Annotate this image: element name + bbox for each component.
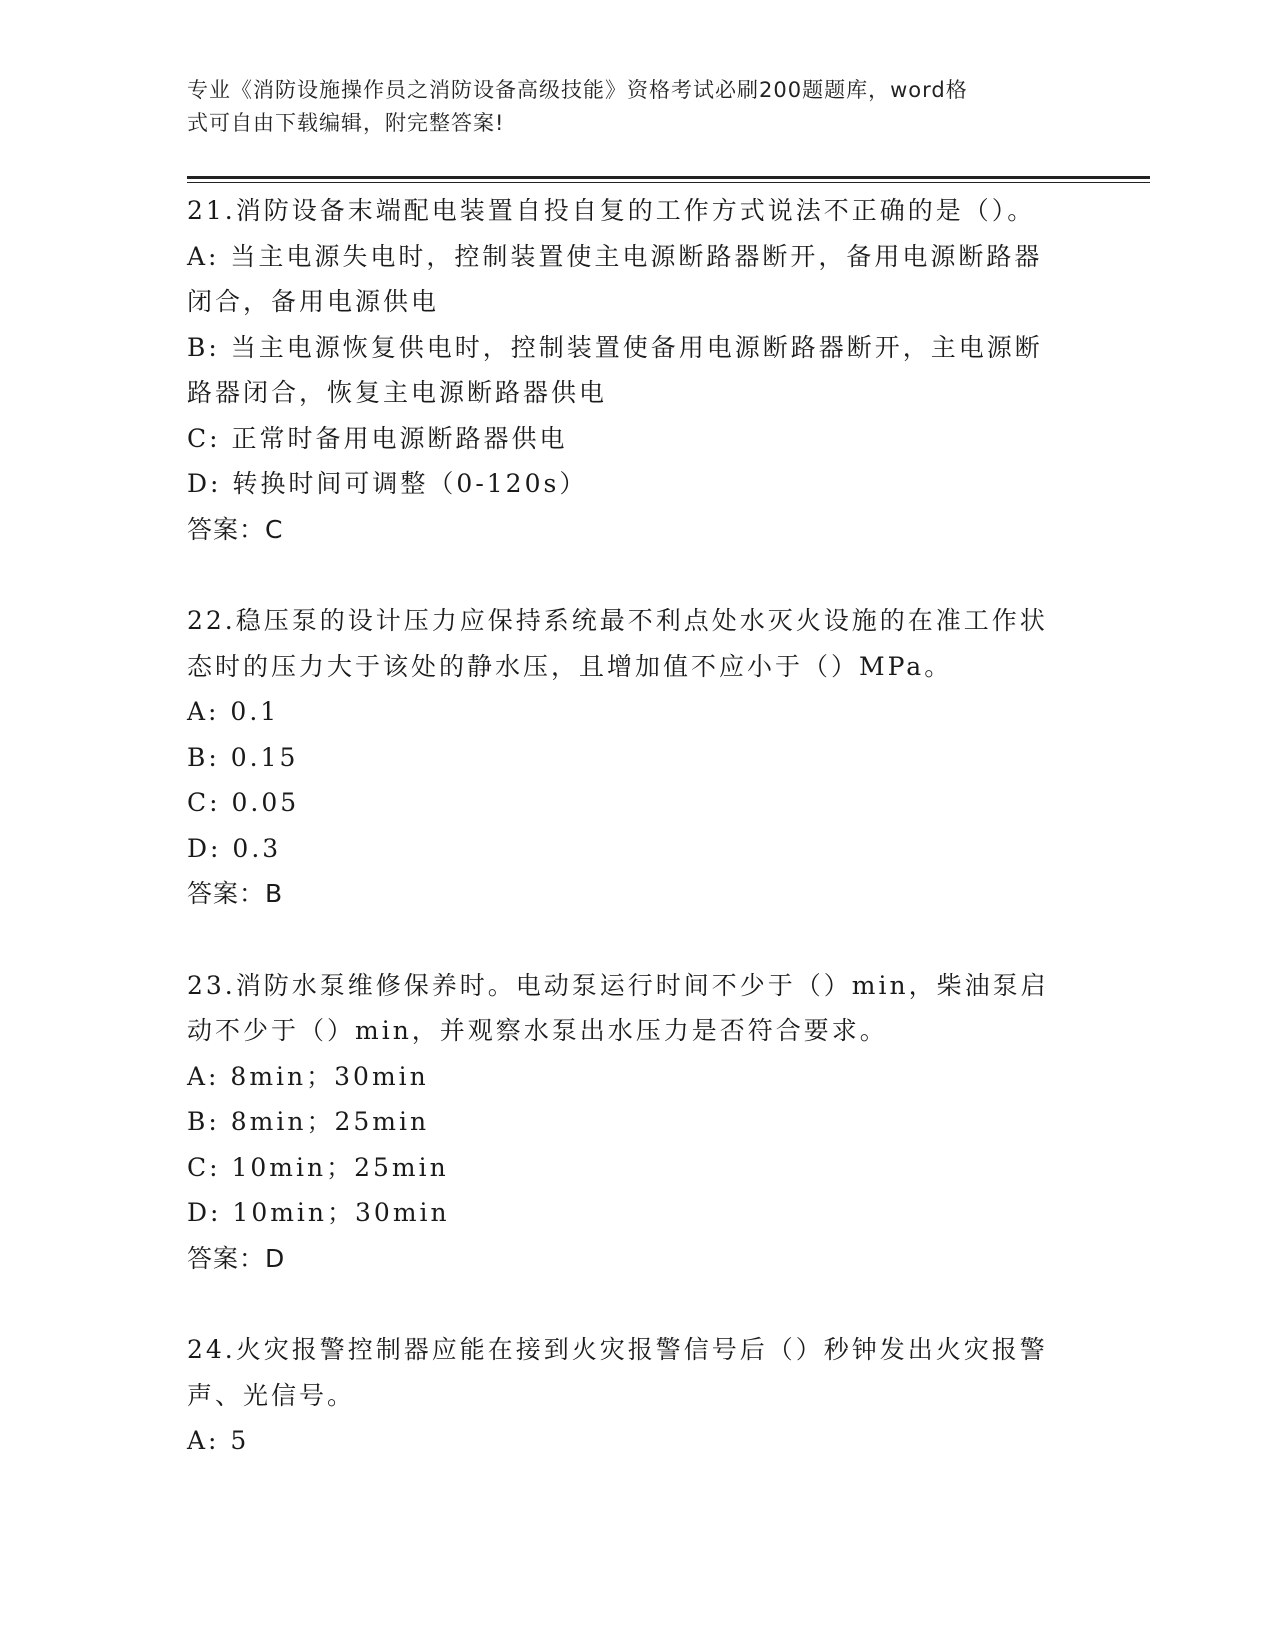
question-21: [187, 188, 1087, 552]
option-line: D: 转换时间可调整（0-120s）: [187, 469, 588, 498]
option-line: B: 8min；25min: [187, 1107, 430, 1136]
header-divider-thin: [187, 182, 1150, 183]
header-line-1: 专业《消防设施操作员之消防设备高级技能》资格考试必刷200题题库，word格: [187, 78, 968, 102]
option-line: 闭合，备用电源供电: [187, 287, 440, 316]
option-line: D: 0.3: [187, 833, 282, 863]
question-text: 22.稳压泵的设计压力应保持系统最不利点处水灭火设施的在准工作状: [187, 606, 1048, 635]
option-line: A: 8min；30min: [187, 1061, 429, 1091]
option-line: A: 当主电源失电时，控制装置使主电源断路器断开，备用电源断路器: [187, 241, 1043, 271]
option-line: B: 0.15: [187, 742, 299, 772]
question-22: [187, 598, 1087, 917]
question-text: 21.消防设备末端配电装置自投自复的工作方式说法不正确的是（）。: [187, 196, 1036, 225]
option-line: A: 5: [187, 1426, 250, 1455]
question-24: [187, 1327, 1087, 1464]
option-line: C: 0.05: [187, 788, 300, 817]
question-text: 态时的压力大于该处的静水压，且增加值不应小于（）MPa。: [187, 651, 953, 681]
option-line: C: 10min；25min: [187, 1152, 449, 1182]
question-text: 动不少于（）min，并观察水泵出水压力是否符合要求。: [187, 1016, 888, 1045]
question-text: 23.消防水泵维修保养时。电动泵运行时间不少于（）min，柴油泵启: [187, 970, 1049, 1000]
question-text: 声、光信号。: [187, 1380, 356, 1410]
header-line-2: 式可自由下载编辑，附完整答案!: [187, 111, 505, 135]
question-list: [187, 188, 1087, 1464]
option-line: C: 正常时备用电源断路器供电: [187, 423, 568, 453]
document-header: [187, 74, 1067, 140]
option-line: B: 当主电源恢复供电时，控制装置使备用电源断路器断开，主电源断: [187, 332, 1043, 362]
answer-label: 答案：D: [187, 1243, 286, 1273]
header-divider-thick: [187, 176, 1150, 179]
answer-label: 答案：C: [187, 514, 284, 544]
option-line: A: 0.1: [187, 697, 280, 726]
question-23: [187, 963, 1087, 1282]
question-text: 24.火灾报警控制器应能在接到火灾报警信号后（）秒钟发出火灾报警: [187, 1335, 1048, 1364]
option-line: 路器闭合，恢复主电源断路器供电: [187, 378, 608, 407]
option-line: D: 10min；30min: [187, 1198, 450, 1227]
answer-label: 答案：B: [187, 879, 284, 908]
